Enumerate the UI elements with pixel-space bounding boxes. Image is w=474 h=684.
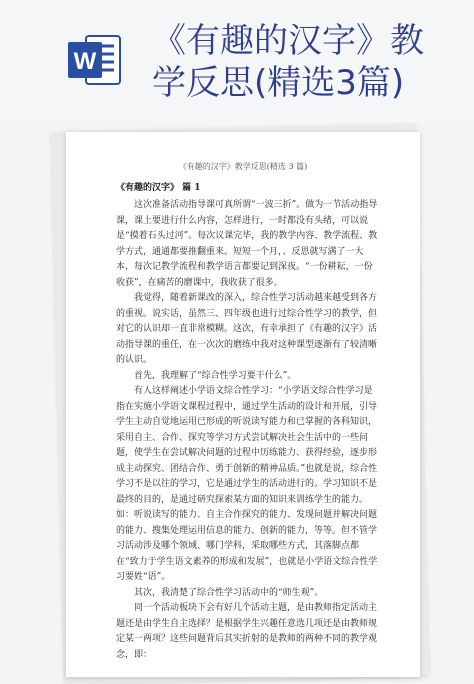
word-document-icon — [66, 32, 122, 88]
section-title: 《有趣的汉字》 篇 1 — [116, 183, 201, 193]
paragraph-2: 我觉得，随着新课改的深入，综合性学习活动越来越受到各方的重视。说实话，虽然三、四年级也进行过综合性学习的教学，但对它的认识却一直非常模糊。这次，有幸承担了《有趣的汉字》活动指导课的重任，在一次次的磨练中我对这种课型逐渐有了较清晰的认识。 — [116, 293, 378, 365]
page-title-line-1: 《有趣的汉字》教 — [152, 21, 424, 61]
paragraph-4: 有人这样阐述小学语文综合性学习：“小学语文综合性学习是指在实施小学语文课程过程中，通过学生活动的设计和开展，引导学生主动自觉地运用已形成的听说读写能力和已掌握的各科知识，采用自主、合作、探究等学习方式尝试解决社会生活中的一些问题，使学生在尝试解决问题的过程中历练能力、获得经验，逐步形成主动探究、团结合作、勇于创新的精神品质。”也就是说，综合性学习不是以往的学习，它是通过学生的活动进行的。学习知识不是最终的目的，是通过研究探索某方面的知识来训练学生的能力。如：听说读写的能力、自主合作探究的能力、发现问题并解决问题的能力、搜集处理运用信息的能力、创新的能力，等等。但不管学习活动涉及哪个领域、哪门学科，采取哪些方式，其落脚点都在“致力于学生语文素养的形成和发展”，也就是小学语文综合性学习要姓“语”。 — [116, 386, 378, 582]
paragraph-5: 其次，我清楚了综合性学习活动中的“师生观”。 — [134, 587, 324, 598]
running-head: 《有趣的汉字》教学反思(精选 3 篇) — [178, 162, 308, 171]
page-title-line-2: 学反思(精选3篇) — [152, 63, 405, 103]
document-page — [66, 132, 420, 677]
paragraph-6: 同一个活动板块下会有好几个活动主题，是由教师指定活动主题还是由学生自主选择？是根据学生兴趣任意选几项还是由教师规定某一两项？这些问题背后其实折射的是教师的两种不同的教学观念，即： — [116, 603, 378, 660]
paragraph-3: 首先，我理解了“综合性学习要干什么”。 — [134, 370, 297, 381]
title-banner — [0, 0, 474, 125]
document-body — [116, 198, 378, 663]
paragraph-1: 这次准备活动指导课可真所谓“一波三折”。做为一节活动指导课，课上要进行什么内容，怎样进行，一时都没有头绪，可以说是“摸着石头过河”。每次议课完毕，我的教学内容、教学流程、教学方式，通通都要推翻重来。短短一个月，、反思就写满了一大本，每次记教学流程和教学语言都要记到深夜。“一份耕耘，一份收获”，在痛苦的磨课中，我收获了很多。 — [116, 200, 378, 288]
svg-text:W: W — [73, 48, 97, 75]
